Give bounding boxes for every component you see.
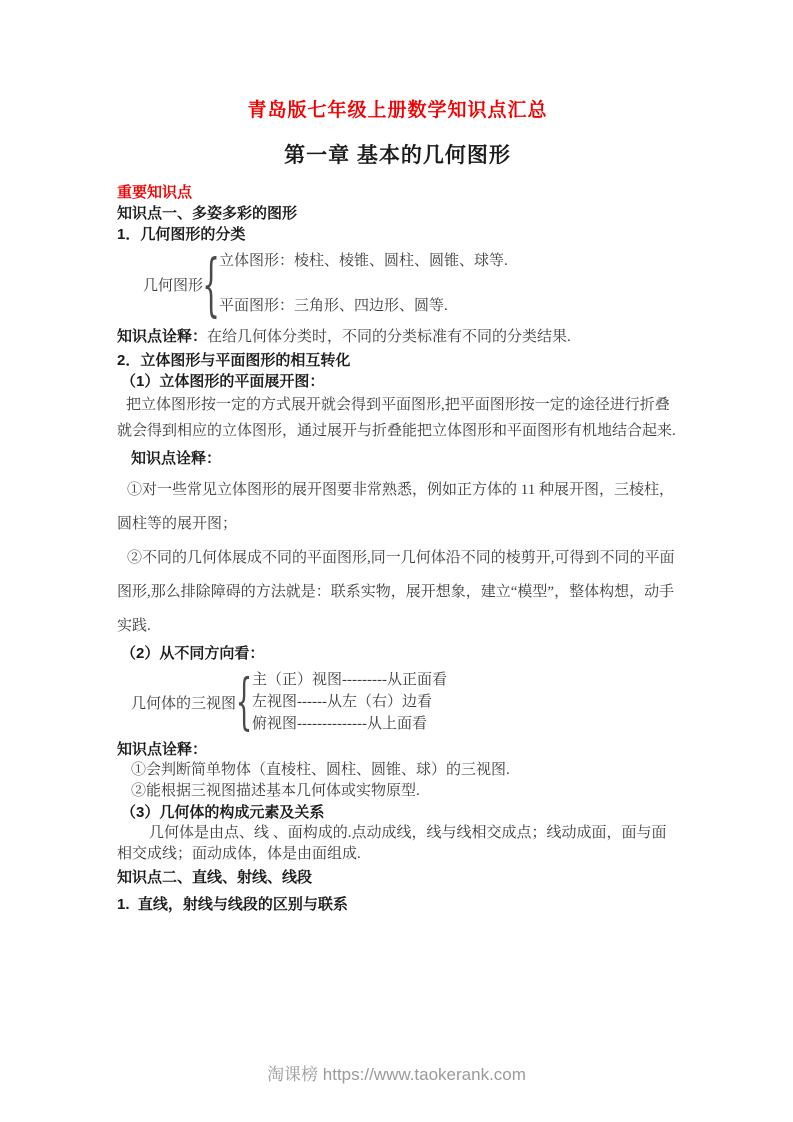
note1-label: 知识点诠释：	[117, 328, 208, 345]
sub2-heading: （2）从不同方向看：	[121, 645, 265, 662]
section1-item1-heading: 1．几何图形的分类	[117, 226, 246, 243]
section2-item1-heading: 1. 直线，射线与线段的区别与联系	[117, 896, 348, 913]
section1-heading: 知识点一、多姿多彩的图形	[117, 205, 298, 222]
note2-item2: ②不同的几何体展成不同的平面图形,同一几何体沿不同的棱剪开,可得到不同的平面图形,那么排除障碍的方法就是：联系实物，展开想象，建立“模型”，整体构想，动手实践.	[117, 550, 675, 634]
diagram1-branch-plane: 平面图形：三角形、四边形、圆等.	[219, 298, 448, 314]
classification-brace-diagram	[143, 243, 678, 325]
left-brace-glyph: {	[235, 667, 253, 738]
note1	[117, 326, 678, 348]
diagram2-branches	[252, 672, 447, 733]
sub3-heading: （3）几何体的构成元素及关系	[121, 804, 325, 821]
diagram2-label: 几何体的三视图	[131, 696, 237, 712]
diagram1-label: 几何图形	[143, 277, 204, 294]
diagram2-branch-top: 俯视图--------------从上面看	[252, 716, 427, 732]
section2-heading: 知识点二、直线、射线、线段	[117, 869, 313, 886]
note2-item1: ①对一些常见立体图形的展开图要非常熟悉，例如正方体的 11 种展开图，三棱柱，圆柱等的展开图；	[117, 482, 674, 532]
note3-label: 知识点诠释：	[117, 741, 208, 758]
note3-item2: ②能根据三视图描述基本几何体或实物原型.	[131, 783, 420, 799]
diagram1-branches	[219, 253, 508, 315]
sub1-heading: （1）立体图形的平面展开图：	[121, 373, 325, 390]
diagram2-branch-front: 主（正）视图---------从正面看	[252, 672, 447, 688]
note2-label: 知识点诠释：	[131, 450, 222, 467]
chapter-heading: 第一章 基本的几何图形	[284, 144, 511, 167]
diagram2-branch-side: 左视图------从左（右）边看	[252, 694, 432, 710]
note1-text: 在给几何体分类时，不同的分类标准有不同的分类结果.	[207, 329, 571, 345]
section1-item2-heading: 2．立体图形与平面图形的相互转化	[117, 352, 351, 369]
diagram1-branch-solid: 立体图形：棱柱、棱锥、圆柱、圆锥、球等.	[219, 253, 508, 269]
doc-title: 青岛版七年级上册数学知识点汇总	[247, 100, 548, 121]
watermark-footer: 淘课榜 https://www.taokerank.com	[267, 1065, 526, 1084]
important-points-label: 重要知识点	[117, 184, 193, 201]
document-page	[117, 97, 678, 915]
note3-item1: ①会判断简单物体（直棱柱、圆柱、圆锥、球）的三视图.	[131, 762, 510, 778]
left-brace-glyph: {	[202, 243, 220, 325]
sub1-paragraph: 把立体图形按一定的方式展开就会得到平面图形,把平面图形按一定的途径进行折叠就会得到相应的立体图形，通过展开与折叠能把立体图形和平面图形有机地结合起来.	[117, 397, 676, 439]
sub3-paragraph: 几何体是由点、线 、面构成的.点动成线，线与线相交成点；线动成面，面与面相交成线；面动成体，体是由面组成.	[117, 825, 667, 862]
three-views-brace-diagram	[131, 667, 678, 738]
